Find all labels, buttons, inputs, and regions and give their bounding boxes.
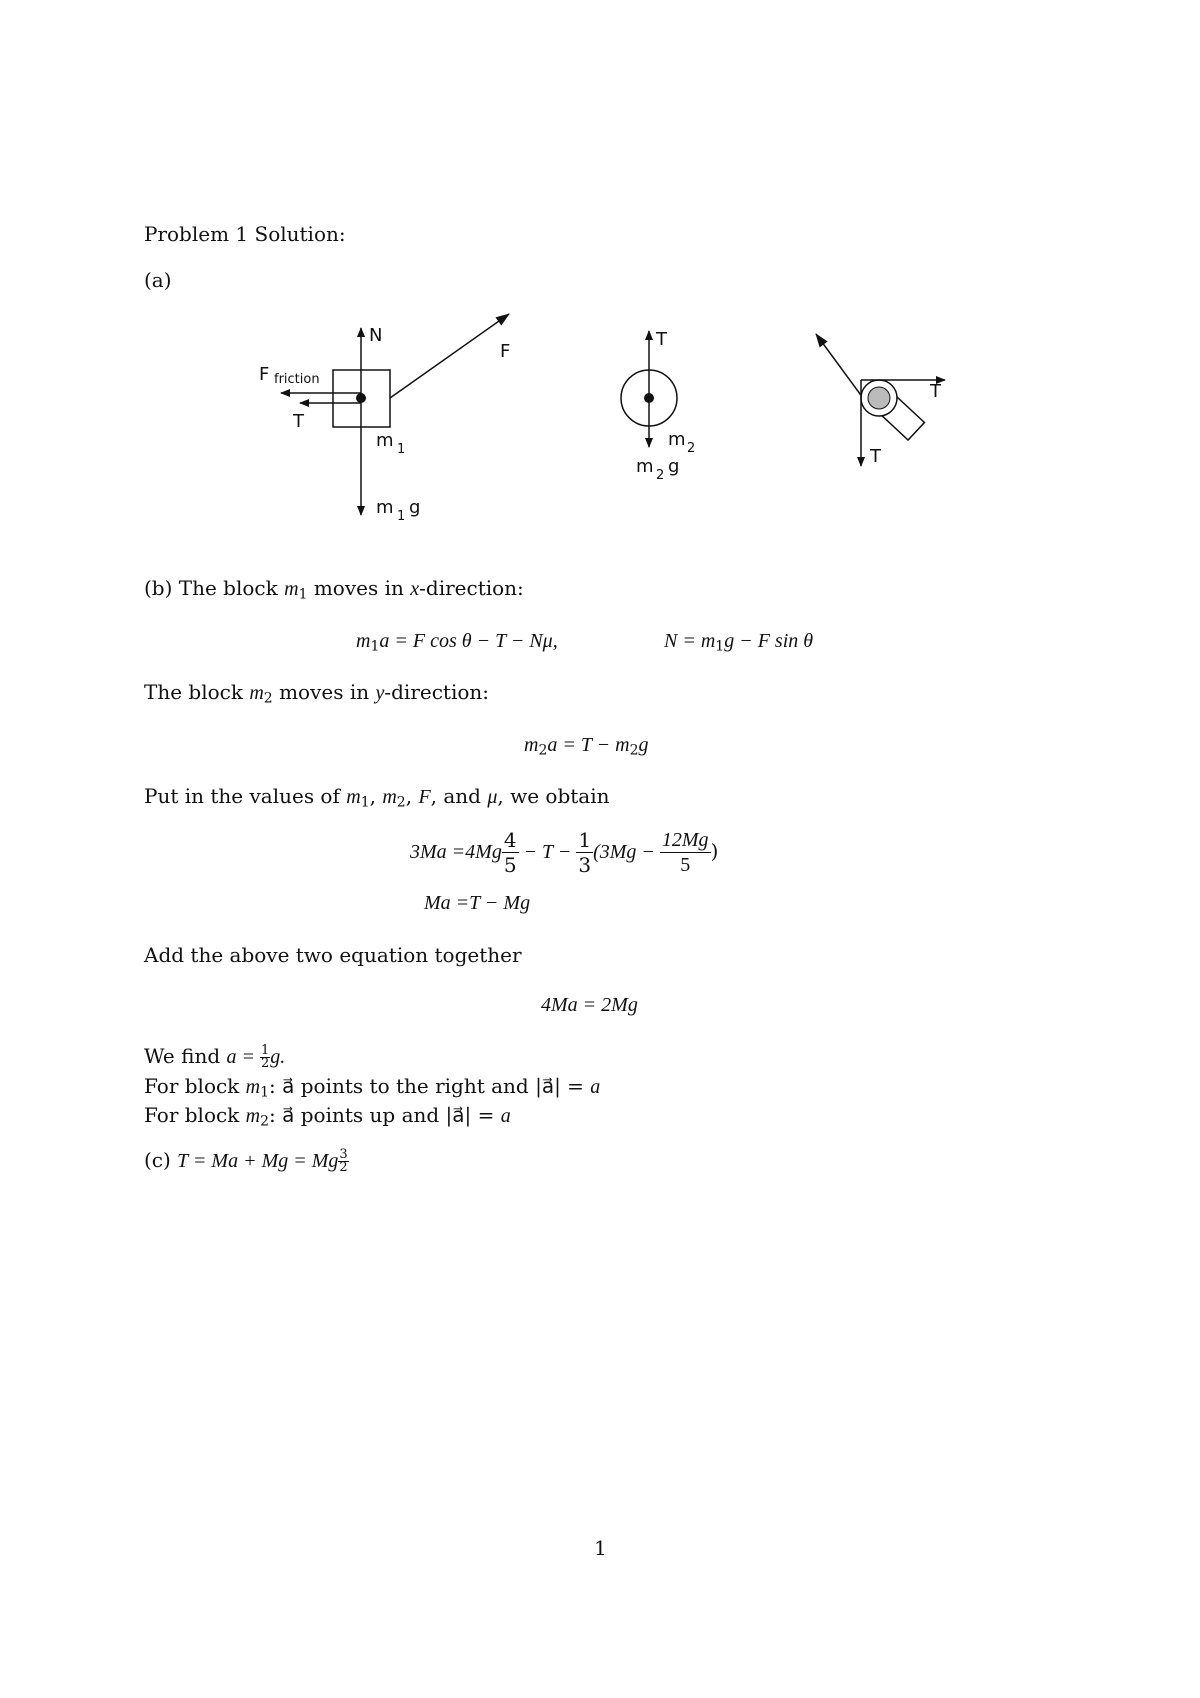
block-m1-diagram (259, 314, 510, 524)
tension-m2-label: T (656, 329, 667, 350)
find-pre: We find (144, 1044, 227, 1068)
x-axis-var: x (410, 578, 420, 600)
weight-m2-subscript: 2 (656, 468, 665, 483)
part-b-intro (144, 576, 524, 603)
y-axis-var: y (375, 682, 385, 704)
frac-den: 5 (680, 854, 691, 876)
block2-acceleration (144, 1103, 511, 1130)
frac-num: 4 (503, 828, 517, 852)
eq3-lhs: m (524, 734, 539, 756)
values-sep2: , (405, 784, 419, 808)
values-m1: m (346, 786, 361, 808)
m2-sub: 2 (263, 690, 273, 707)
mass-m2-label: m (668, 429, 686, 450)
weight-m1-label: m (376, 497, 394, 518)
mass-m1-label: m (376, 430, 394, 451)
fraction-4-5 (502, 830, 519, 875)
equation-m1-motion (356, 628, 558, 655)
b2-post: a (500, 1105, 511, 1127)
frac-num: 12Mg (661, 829, 709, 851)
equation-sum: 4Ma = 2Mg (541, 994, 638, 1016)
b2-pre: For block (144, 1103, 246, 1127)
problem-heading: Problem 1 Solution: (144, 222, 346, 246)
weight-m2-g: g (668, 456, 680, 477)
friction-label: F (259, 364, 270, 385)
m2-var: m (249, 682, 264, 704)
pulley-tension-down-label: T (870, 446, 881, 467)
b1-var: m (245, 1076, 261, 1098)
part-c-line (144, 1148, 349, 1174)
applied-force-label: F (500, 341, 511, 362)
frac-den: 3 (578, 853, 592, 877)
eq4-lhs: 3Ma =4Mg (410, 841, 502, 863)
weight-m1-g: g (409, 497, 421, 518)
block2-post: -direction: (384, 680, 490, 704)
m1-sub: 1 (298, 586, 308, 603)
values-line (144, 784, 610, 811)
values-pre: Put in the values of (144, 784, 347, 808)
b2-mid: : a⃗ points up and |a⃗| = (269, 1103, 501, 1127)
pulley-support-arrow (816, 334, 863, 398)
b2-var: m (245, 1105, 261, 1127)
applied-force-arrow (390, 314, 509, 398)
find-post: g. (270, 1046, 286, 1068)
part-a-label: (a) (144, 268, 172, 292)
b1-pre: For block (144, 1074, 246, 1098)
find-a-line (144, 1044, 285, 1070)
eq4-close: ) (710, 839, 719, 863)
fraction-1-2 (260, 1045, 270, 1069)
normal-force-label: N (369, 325, 383, 346)
mass-m1-subscript: 1 (397, 442, 406, 457)
values-m2-sub: 2 (396, 794, 406, 811)
frac-den: 5 (503, 853, 517, 877)
tension-m1-label: T (293, 411, 304, 432)
eq3-rhs-sub: 2 (629, 742, 639, 759)
equation-substituted (410, 830, 718, 875)
eq3-lhs-sub: 2 (538, 742, 548, 759)
values-sep3: , and (430, 784, 488, 808)
block1-acceleration (144, 1074, 600, 1101)
eq1-rhs: = F cos θ − T − Nμ, (389, 630, 558, 652)
m1-var: m (284, 578, 299, 600)
add-equations-text: Add the above two equation together (144, 943, 522, 967)
weight-m1-subscript: 1 (397, 509, 406, 524)
eq4-paren: (3Mg − (593, 841, 660, 863)
eq1-lhs-sub: 1 (370, 638, 380, 655)
eq3-rhs: g (638, 734, 649, 756)
frac-num: 1 (261, 1043, 270, 1059)
part-b-mid: moves in (307, 576, 411, 600)
equation-m2-motion (524, 732, 649, 759)
values-mu: μ (487, 786, 498, 808)
eq1-lhs-a: a (379, 630, 390, 652)
part-b-text: (b) The block (144, 576, 285, 600)
frac-den: 2 (261, 1056, 270, 1071)
eq4-mid: − T − (518, 841, 577, 863)
weight-m2-label: m (636, 456, 654, 477)
block-m2-intro (144, 680, 489, 707)
part-c-label: (c) (144, 1148, 178, 1172)
values-m2: m (382, 786, 397, 808)
fraction-3-2 (338, 1149, 348, 1173)
block2-text: The block (144, 680, 250, 704)
values-sep1: , (369, 784, 383, 808)
frac-num: 3 (339, 1147, 348, 1163)
frac-num: 1 (578, 828, 592, 852)
b1-sub: 1 (260, 1084, 270, 1101)
block2-mid: moves in (272, 680, 376, 704)
eq2-lhs: N = m (664, 630, 716, 652)
pulley-tension-right-label: T (930, 381, 941, 402)
b1-post: a (590, 1076, 601, 1098)
frac-den: 2 (339, 1160, 348, 1175)
eq2-sub: 1 (715, 638, 725, 655)
eq2-rhs: g − F sin θ (724, 630, 814, 652)
values-m1-sub: 1 (360, 794, 370, 811)
eq1-lhs: m (356, 630, 371, 652)
friction-subscript: friction (274, 372, 320, 387)
mass-m2-subscript: 2 (687, 441, 696, 456)
fraction-1-3 (576, 830, 593, 875)
values-F: F (418, 786, 431, 808)
part-c-equation: T = Ma + Mg = Mg (177, 1150, 339, 1172)
pulley-diagram (816, 334, 945, 467)
find-var: a = (226, 1046, 260, 1068)
free-body-diagrams (0, 0, 1200, 560)
values-post: , we obtain (497, 784, 610, 808)
pulley-hub (868, 387, 890, 409)
fraction-12mg-5 (660, 830, 711, 875)
b2-sub: 2 (260, 1113, 270, 1130)
page-number: 1 (594, 1536, 607, 1560)
equation-normal-force (664, 628, 813, 655)
part-b-post: -direction: (419, 576, 524, 600)
equation-ma: Ma =T − Mg (424, 892, 531, 914)
eq3-mid: a = T − m (547, 734, 630, 756)
sphere-m2-diagram (621, 329, 695, 483)
b1-mid: : a⃗ points to the right and |a⃗| = (269, 1074, 591, 1098)
